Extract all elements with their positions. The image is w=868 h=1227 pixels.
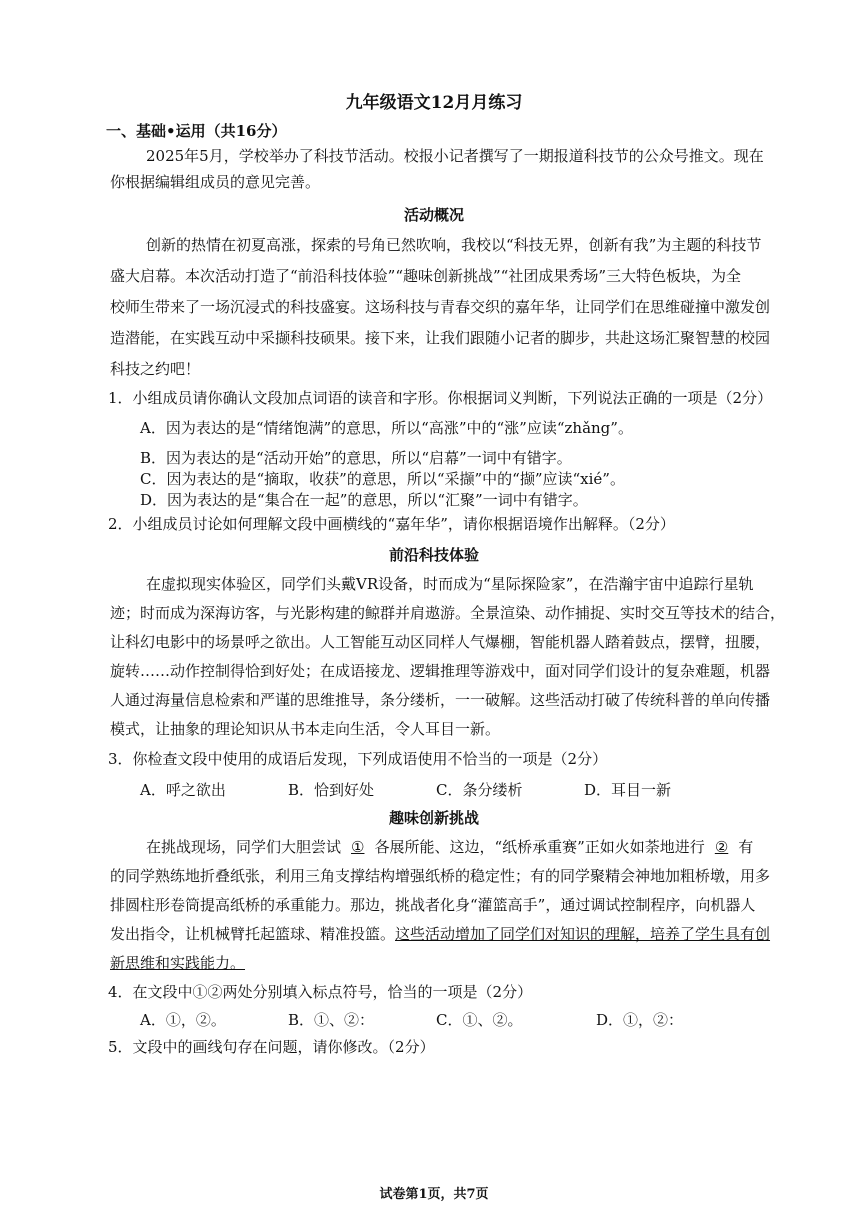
page-footer: 试卷第1页，共7页 xyxy=(379,1187,489,1202)
intro-line-1: 2025年5月，学校举办了科技节活动。校报小记者撰写了一期报道科技节的公众号推文。现在 xyxy=(146,147,764,165)
part1-line-2: 盛大启幕。本次活动打造了“前沿科技体验”“趣味创新挑战”“社团成果秀场”三大特色板块，为全 xyxy=(110,267,742,285)
part2-line-3: 让科幻电影中的场景呼之欲出。人工智能互动区同样人气爆棚，智能机器人踏着鼓点，摆臂，扭腰， xyxy=(110,633,771,651)
blank-2: ② xyxy=(714,838,729,856)
q3-option-d: D．耳目一新 xyxy=(584,781,672,799)
q4-option-a: A．①，②。 xyxy=(140,1011,226,1029)
part3-line-1-start: 在挑战现场，同学们大胆尝试 xyxy=(146,838,342,856)
q5-stem: 5．文段中的画线句存在问题，请你修改。（2分） xyxy=(108,1038,435,1056)
part2-heading: 前沿科技体验 xyxy=(388,546,479,564)
q3-option-a: A．呼之欲出 xyxy=(140,781,226,799)
q1-option-c: C．因为表达的是“摘取，收获”的意思，所以“采撷”中的“撷”应读“xié”。 xyxy=(140,470,625,488)
part3-line-1-end: 有 xyxy=(738,838,754,856)
part3-line-4 xyxy=(110,924,810,944)
part1-line-3: 校师生带来了一场沉浸式的科技盛宴。这场科技与青春交织的嘉年华，让同学们在思维碰撞中激发创 xyxy=(110,298,771,316)
q1-option-a: A．因为表达的是“情绪饱满”的意思，所以“高涨”中的“涨”应读“zhǎng”。 xyxy=(140,419,633,437)
part3-line-1-middle: 各展所能、这边，“纸桥承重赛”正如火如荼地进行 xyxy=(374,838,705,856)
part3-line-5 xyxy=(110,953,810,973)
part2-line-1: 在虚拟现实体验区，同学们头戴VR设备，时而成为“星际探险家”，在浩瀚宇宙中追踪行星轨 xyxy=(146,575,754,593)
part2-line-6: 模式，让抽象的理论知识从书本走向生活，令人耳目一新。 xyxy=(110,720,501,738)
part1-line-4: 造潜能，在实践互动中采撷科技硕果。接下来，让我们跟随小记者的脚步，共赴这场汇聚智慧的校园 xyxy=(110,329,771,347)
part1-line-1: 创新的热情在初夏高涨，探索的号角已然吹响，我校以“科技无界，创新有我”为主题的科技节 xyxy=(146,236,762,254)
part3-heading: 趣味创新挑战 xyxy=(388,809,479,827)
q3-option-b: B．恰到好处 xyxy=(288,781,375,799)
part3-line-3: 排圆柱形卷筒提高纸桥的承重能力。那边，挑战者化身“灌篮高手”，通过调试控制程序，向机器人 xyxy=(110,896,756,914)
q4-option-c: C．①、②。 xyxy=(436,1011,523,1029)
q4-options xyxy=(140,1010,840,1030)
intro-line-2: 你根据编辑组成员的意见完善。 xyxy=(110,173,321,191)
q1-stem: 1．小组成员请你确认文段加点词语的读音和字形。你根据词义判断，下列说法正确的一项是（2分） xyxy=(108,389,773,407)
q3-options xyxy=(140,780,840,800)
q4-stem: 4．在文段中①②两处分别填入标点符号，恰当的一项是（2分） xyxy=(108,983,533,1001)
part2-line-4: 旋转……动作控制得恰到好处；在成语接龙、逻辑推理等游戏中，面对同学们设计的复杂难题，机器 xyxy=(110,662,771,680)
q1-option-b: B．因为表达的是“活动开始”的意思，所以“启幕”一词中有错字。 xyxy=(140,449,572,467)
q1-option-d: D．因为表达的是“集合在一起”的意思，所以“汇聚”一词中有错字。 xyxy=(140,491,588,509)
q3-option-c: C．条分缕析 xyxy=(436,781,523,799)
part2-line-5: 人通过海量信息检索和严谨的思维推导，条分缕析，一一破解。这些活动打破了传统科普的单向传播 xyxy=(110,691,771,709)
q4-option-b: B．①、②： xyxy=(288,1011,375,1029)
q2-stem: 2．小组成员讨论如何理解文段中画横线的“嘉年华”，请你根据语境作出解释。（2分） xyxy=(108,515,675,533)
underlined-sentence-part2: 新思维和实践能力。 xyxy=(110,954,246,972)
part2-line-2: 迹；时而成为深海访客，与光影构建的鲸群并肩遨游。全景渲染、动作捕捉、实时交互等技术的结合， xyxy=(110,604,786,622)
part3-line-2: 的同学熟练地折叠纸张，利用三角支撑结构增强纸桥的稳定性；有的同学聚精会神地加粗桥墩，用多 xyxy=(110,867,771,885)
q4-option-d: D．①，②： xyxy=(596,1011,684,1029)
part1-line-5: 科技之约吧！ xyxy=(110,360,201,378)
part1-heading: 活动概况 xyxy=(403,206,464,224)
part3-line-1 xyxy=(146,837,846,857)
part3-line-4-start: 发出指令，让机械臂托起篮球、精准投篮。 xyxy=(110,925,396,943)
section-heading: 一、基础•运用（共16分） xyxy=(106,122,287,140)
q3-stem: 3．你检查文段中使用的成语后发现，下列成语使用不恰当的一项是（2分） xyxy=(108,750,608,768)
blank-1: ① xyxy=(351,838,365,856)
underlined-sentence-part1: 这些活动增加了同学们对知识的理解，培养了学生具有创 xyxy=(395,925,771,943)
page-title: 九年级语文12月月练习 xyxy=(345,93,523,113)
